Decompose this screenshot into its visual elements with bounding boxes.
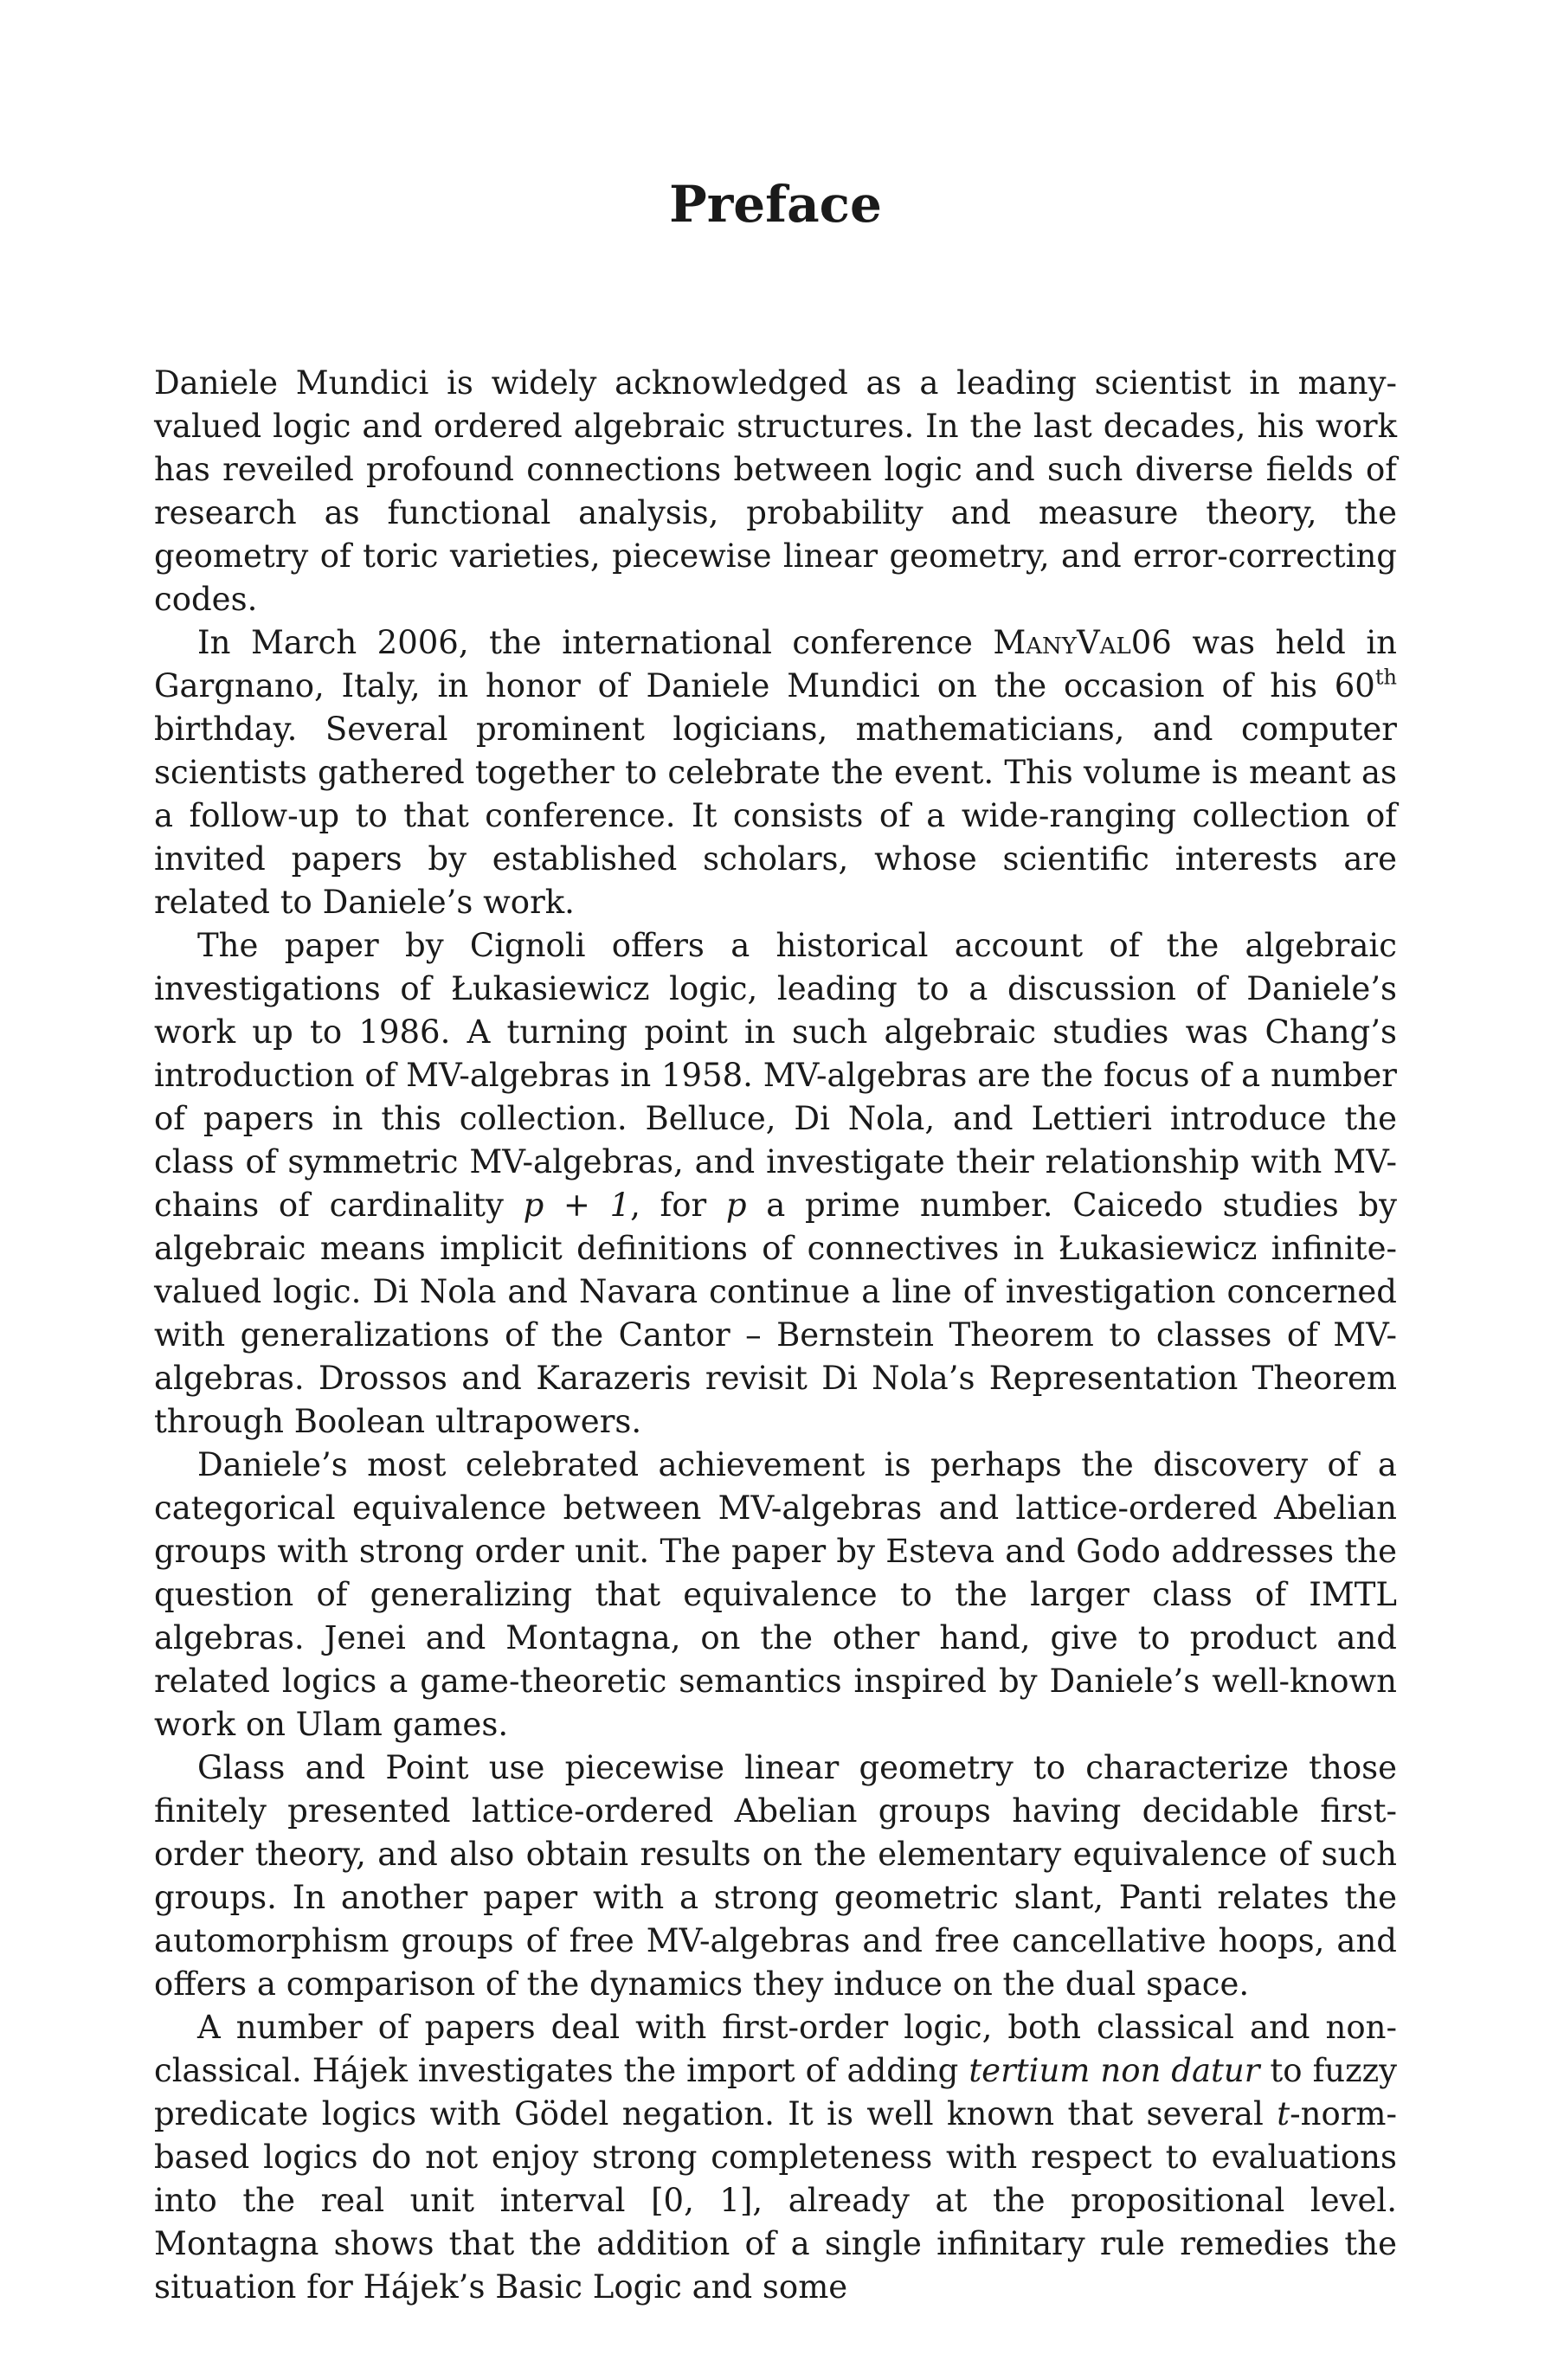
paragraph-2-text-c: birthday. Several prominent logicians, mathematicians, and computer scientists gathered together to celebrate the event. This volume is meant as a follow-up to that conference. It consists of a wide-ranging collection of invited papers by established scholars, whose scientific interests are related to Daniele’s work. bbox=[154, 711, 1397, 921]
paragraph-6-text-b: to fuzzy predicate logics with Gödel negation. It is well known that several bbox=[154, 2052, 1397, 2132]
paragraph-5: Glass and Point use piecewise linear geometry to characterize those finitely presented lattice-ordered Abelian groups having decidable first-order theory, and also obtain results on the elementary equivalence of such groups. In another paper with a strong geometric slant, Panti relates the automorphism groups of free MV-algebras and free cancellative hoops, and offers a comparison of the dynamics they induce on the dual space. bbox=[154, 1749, 1397, 2003]
paragraph-2 bbox=[154, 621, 1397, 924]
paragraph-2-text-b: was held in Gargnano, Italy, in honor of Daniele Mundici on the occasion of his 60 bbox=[154, 624, 1397, 704]
math-t: t bbox=[1277, 2095, 1290, 2132]
paragraph-1: Daniele Mundici is widely acknowledged as a leading scientist in many-valued logic and ordered algebraic structures. In the last decades, his work has reveiled profound connections between logic and such diverse fields of research as functional analysis, probability and measure theory, the geometry of toric varieties, piecewise linear geometry, and error-correcting codes. bbox=[154, 364, 1397, 618]
paragraph-6-text-c: -norm-based logics do not enjoy strong completeness with respect to evaluations into the real unit interval [0, 1], already at the propositional level. Montagna shows that the addition of a single infinitary rule remedies the situation for Hájek’s Basic Logic and some bbox=[154, 2095, 1397, 2306]
latin-phrase: tertium non datur bbox=[969, 2052, 1260, 2089]
paragraph-6 bbox=[154, 2006, 1397, 2309]
paragraph-3-text-c: a prime number. Caicedo studies by algebraic means implicit definitions of connectives in Łukasiewicz infinite-valued logic. Di Nola and Navara continue a line of investigation concerned with generalizations of the Cantor – Bernstein Theorem to classes of MV-algebras. Drossos and Karazeris revisit Di Nola’s Representation Theorem through Boolean ultrapowers. bbox=[154, 1187, 1397, 1440]
paragraph-4: Daniele’s most celebrated achievement is perhaps the discovery of a categorical equivalence between MV-algebras and lattice-ordered Abelian groups with strong order unit. The paper by Esteva and Godo addresses the question of generalizing that equivalence to the larger class of IMTL algebras. Jenei and Montagna, on the other hand, give to product and related logics a game-theoretic semantics inspired by Daniele’s well-known work on Ulam games. bbox=[154, 1446, 1397, 1743]
paragraph-6-text-a: A number of papers deal with first-order logic, both classical and non-classical. Hájek investigates the import of adding bbox=[154, 2009, 1397, 2089]
paragraph-2-text-a: In March 2006, the international conference bbox=[197, 624, 994, 661]
paragraph-3-text-a: The paper by Cignoli offers a historical account of the algebraic investigations of Łukasiewicz logic, leading to a discussion of Daniele’s work up to 1986. A turning point in such algebraic studies was Chang’s introduction of MV-algebras in 1958. MV-algebras are the focus of a number of papers in this collection. Belluce, Di Nola, and Lettieri introduce the class of symmetric MV-algebras, and investigate their relationship with MV-chains of cardinality bbox=[154, 927, 1397, 1224]
ordinal-superscript: th bbox=[1374, 665, 1397, 690]
paragraph-3 bbox=[154, 924, 1397, 1444]
page-title: Preface bbox=[669, 175, 882, 234]
conference-name: ManyVal06 bbox=[993, 624, 1172, 661]
paragraph-3-text-b: , for bbox=[630, 1187, 726, 1224]
preface-body bbox=[154, 362, 1397, 2309]
math-p: p bbox=[725, 1187, 747, 1224]
math-p-plus-one: p + 1 bbox=[523, 1187, 631, 1224]
